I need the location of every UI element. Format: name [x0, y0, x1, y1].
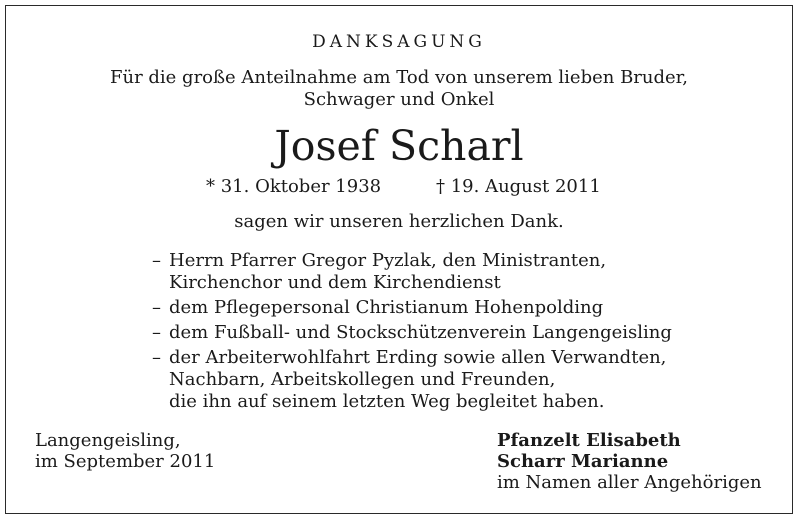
intro-line-1: Für die große Anteilnahme am Tod von unserem lieben Bruder,	[109, 67, 689, 88]
list-item-line: – dem Pflegepersonal Christianum Hohenpolding	[169, 297, 604, 318]
thanks-line: sagen wir unseren herzlichen Dank.	[234, 211, 564, 232]
thanks-list	[148, 250, 672, 416]
heading: DANKSAGUNG	[312, 32, 486, 52]
list-item-line: – der Arbeiterwohlfahrt Erding sowie allen Verwandten,	[169, 347, 667, 368]
signers-note: im Namen aller Angehörigen	[497, 472, 762, 493]
list-item-line: – dem Fußball- und Stockschützenverein Langengeisling	[169, 322, 672, 343]
signer-name-1: Pfanzelt Elisabeth	[497, 430, 681, 451]
intro-line-2: Schwager und Onkel	[303, 89, 495, 110]
deceased-name: Josef Scharl	[274, 122, 524, 170]
date-line: im September 2011	[35, 451, 216, 472]
list-item-line: Nachbarn, Arbeitskollegen und Freunden,	[169, 369, 556, 390]
list-item	[148, 347, 672, 413]
list-item-line: – Herrn Pfarrer Gregor Pyzlak, den Ministranten,	[169, 250, 607, 271]
intro-text	[6, 67, 792, 111]
list-item	[148, 322, 672, 344]
signer-name-2: Scharr Marianne	[497, 451, 669, 472]
life-dates	[206, 176, 601, 198]
signers	[497, 430, 762, 493]
obituary-card	[5, 5, 793, 514]
place-line: Langengeisling,	[35, 430, 181, 451]
list-item-line: Kirchenchor und dem Kirchendienst	[169, 272, 501, 293]
list-item-line: die ihn auf seinem letzten Weg begleitet haben.	[169, 391, 605, 412]
death-date: † 19. August 2011	[436, 176, 601, 197]
list-item	[148, 250, 672, 294]
list-item	[148, 297, 672, 319]
birth-date: * 31. Oktober 1938	[206, 176, 382, 197]
place-and-date	[35, 430, 215, 472]
